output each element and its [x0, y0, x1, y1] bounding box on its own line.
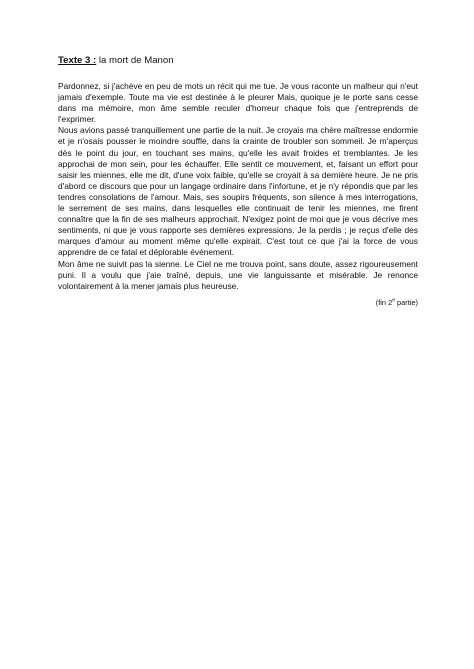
part-end-prefix: (fin 2 — [375, 297, 393, 307]
paragraph-1: Pardonnez, si j'achève en peu de mots un récit qui me tue. Je vous raconte un malheur qui n'eut jamais d'exemple. Toute ma vie est destinée à le pleurer Mais, quoique je le porte sans cesse dans ma mémoire, mon âme semble reculer d'horreur chaque fois que j'entreprends de l'exprimer. — [58, 81, 418, 125]
title-text: la mort de Manon — [96, 55, 174, 66]
document-content — [58, 55, 418, 308]
title-label: Texte 3 : — [58, 55, 97, 66]
document-body — [58, 81, 418, 292]
document-title — [58, 55, 418, 67]
part-end-note — [58, 298, 418, 308]
paragraph-3: Mon âme ne suivit pas la sienne. Le Ciel ne me trouva point, sans doute, assez rigoureusement puni. Il a voulu que j'aie traîné, depuis, une vie languissante et misérable. Je renonce volontairement à la mener jamais plus heureuse. — [58, 258, 418, 291]
paragraph-2: Nous avions passé tranquillement une partie de la nuit. Je croyais ma chère maîtresse endormie et je n'osais pousser le moindre souffle, dans la crainte de troubler son sommeil. Je m'aperçus dès le point du jour, en touchant ses mains, qu'elle les avait froides et tremblantes. Je les approchai de mon sein, pour les échauffer. Elle sentit ce mouvement, et, faisant un effort pour saisir les miennes, elle me dit, d'une voix faible, qu'elle se croyait à sa dernière heure. Je ne pris d'abord ce discours que pour un langage ordinaire dans l'infortune, et je n'y répondis que par les tendres consolations de l'amour. Mais, ses soupirs fréquents, son silence à mes interrogations, le serrement de ses mains, dans lesquelles elle continuait de tenir les miennes, me firent connaître que la fin de ses malheurs approchait. N'exigez point de moi que je vous décrive mes sentiments, ni que je vous rapporte ses dernières expressions. Je la perdis ; je reçus d'elle des marques d'amour au moment même qu'elle expirait. C'est tout ce que j'ai la force de vous apprendre de ce fatal et déplorable événement. — [58, 125, 418, 258]
part-end-suffix: partie) — [394, 297, 418, 307]
part-end-superscript: e — [392, 297, 395, 304]
